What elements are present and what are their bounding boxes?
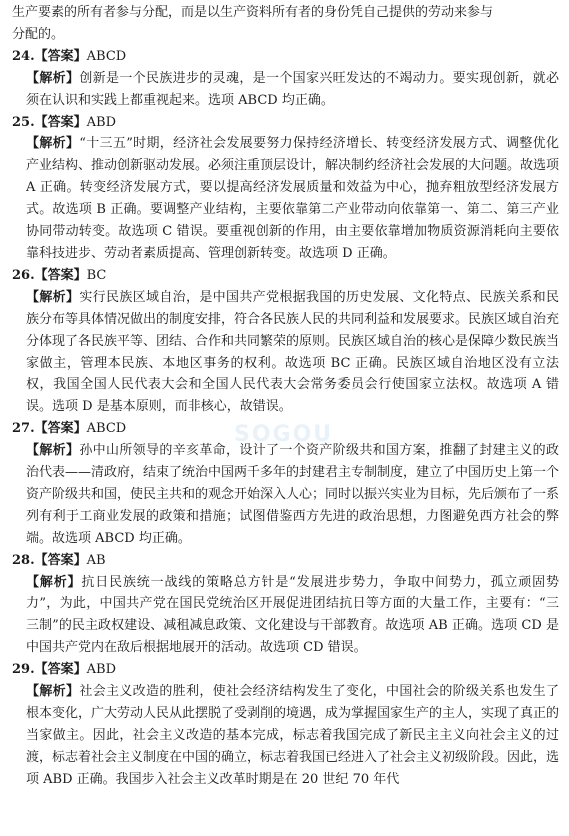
answer-value: AB (86, 552, 106, 568)
answer-value: ABCD (86, 48, 127, 64)
question-29-analysis (12, 681, 559, 791)
question-24-answer (12, 46, 559, 68)
analysis-tag: 【解析】 (26, 684, 80, 700)
answer-value: ABCD (86, 421, 127, 437)
analysis-text: 创新是一个民族进步的灵魂，是一个国家兴旺发达的不竭动力。要实现创新，就必须在认识和实践上都重视起来。选项 ABCD 均正确。 (26, 70, 559, 108)
question-26-answer (12, 265, 559, 287)
question-28-answer (12, 550, 559, 572)
answer-value: ABD (86, 662, 117, 678)
answer-value: BC (86, 267, 107, 283)
question-number: 25. (12, 114, 35, 130)
question-24-analysis (12, 68, 559, 112)
answer-tag: 【答案】 (34, 267, 87, 283)
question-27-answer (12, 418, 559, 440)
analysis-tag: 【解析】 (26, 574, 82, 590)
analysis-tag: 【解析】 (26, 136, 80, 152)
analysis-text: 孙中山所领导的辛亥革命，设计了一个资产阶级共和国方案，推翻了封建主义的政治代表——清政府，结束了统治中国两千多年的封建君主专制制度，建立了中国历史上第一个资产阶级共和国，使民主共和的观念开始深入人心；同时以振兴实业为目标，先后颁布了一系列有利于工商业发展的政策和措施；试图借鉴西方先进的政治思想，力图避免西方社会的弊端。故选项 ABCD 均正确。 (26, 443, 560, 546)
answer-tag: 【答案】 (34, 114, 87, 130)
question-28-analysis (12, 572, 559, 660)
analysis-text: 社会主义改造的胜利，使社会经济结构发生了变化，中国社会的阶级关系也发生了根本变化，广大劳动人民从此摆脱了受剥削的境遇，成为掌握国家生产的主人，实现了真正的当家做主。因此，社会主义改造的基本完成，标志着我国完成了新民主主义向社会主义的过渡，标志着社会主义制度在中国的确立，标志着我国已经进入了社会主义初级阶段。因此，选项 ABD 正确。我国步入社会主义改革时期是在 20 世纪 70 年代 (26, 684, 560, 787)
question-number: 24. (12, 48, 35, 64)
question-number: 27. (12, 421, 35, 437)
analysis-text: 抗日民族统一战线的策略总方针是“发展进步势力，争取中间势力，孤立顽固势力”，为此，中国共产党在国民党统治区开展促进团结抗日等方面的大量工作，主要有：“三三制”的民主政权建设、减租减息政策、文化建设与干部教育。故选项 AB 正确。选项 CD 是中国共产党内在敌后根据地展开的活动。故选项 CD 错误。 (26, 574, 559, 656)
question-number: 29. (12, 662, 35, 678)
answer-tag: 【答案】 (34, 48, 87, 64)
analysis-tag: 【解析】 (26, 70, 80, 86)
question-26-analysis (12, 287, 559, 418)
watermark-logo: SOGOU (234, 422, 334, 447)
question-25-analysis (12, 133, 559, 264)
answer-tag: 【答案】 (34, 662, 87, 678)
intro-line-1: 生产要素的所有者参与分配，而是以生产资料所有者的身份凭自己提供的劳动来参与 (12, 5, 494, 20)
question-number: 26. (12, 267, 35, 283)
answer-tag: 【答案】 (34, 552, 87, 568)
intro-line-2: 分配的。 (12, 26, 65, 42)
analysis-text: 实行民族区域自治，是中国共产党根据我国的历史发展、文化特点、民族关系和民族分布等具体情况做出的制度安排，符合各民族人民的共同利益和发展要求。民族区域自治充分体现了各民族平等、团结、合作和共同繁荣的原则。民族区域自治的核心是保障少数民族当家做主，管理本民族、本地区事务的权利。故选项 BC 正确。民族区域自治地区没有立法权，我国全国人民代表大会和全国人民代表大会常务委员会行使国家立法权。故选项 A 错误。选项 D 是基本原则，而非核心，故错误。 (26, 289, 560, 415)
answer-tag: 【答案】 (34, 421, 87, 437)
analysis-text: “十三五”时期，经济社会发展要努力保持经济增长、转变经济发展方式、调整优化产业结构、推动创新驱动发展。必须注重顶层设计，解决制约经济社会发展的大问题。故选项 A 正确。转变经济发展方式，要以提高经济发展质量和效益为中心，抛弃粗放型经济发展方式。故选项 B 正确。要调整产业结构，主要依靠第二产业带动向依靠第一、第二、第三产业协同带动转变。故选项 C 错误。要重视创新的作用，由主要依靠增加物质资源消耗向主要依靠科技进步、劳动者素质提高、管理创新转变。故选项 D 正确。 (26, 136, 560, 261)
analysis-tag: 【解析】 (26, 289, 80, 305)
question-number: 28. (12, 552, 35, 568)
answer-value: ABD (86, 114, 117, 130)
question-27-analysis (12, 440, 559, 550)
analysis-tag: 【解析】 (26, 443, 80, 459)
question-29-answer (12, 659, 559, 681)
question-25-answer (12, 112, 559, 134)
